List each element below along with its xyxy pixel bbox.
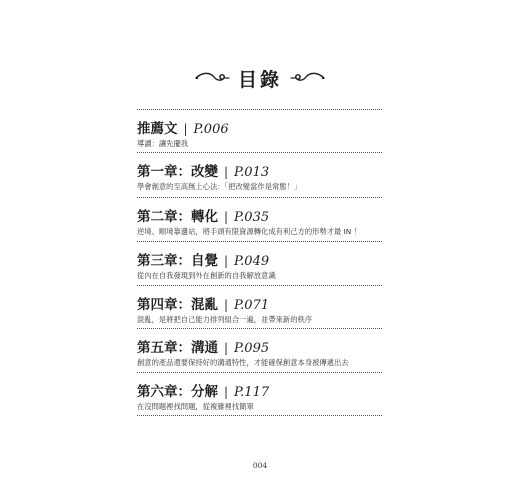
toc-entry[interactable] [137, 205, 387, 237]
chapter-title: 推薦文 [137, 121, 178, 137]
toc-title: 目錄 [237, 68, 282, 91]
toc-divider [137, 109, 382, 110]
page-reference: P.006 [193, 122, 229, 137]
toc-entry[interactable] [137, 249, 387, 281]
chapter-description: 創意的產品還要保持好的溝通特性，才能確保創意本身被傳遞出去 [137, 358, 349, 367]
page-reference: P.013 [234, 165, 270, 180]
toc-divider [137, 285, 382, 286]
chapter-description: 導讀：讓先擺我 [137, 139, 189, 148]
chapter-title: 第二章：轉化 [137, 209, 218, 225]
toc-entry[interactable] [137, 117, 387, 149]
chapter-title: 第三章：自覺 [137, 253, 218, 269]
page-reference: P.117 [234, 385, 270, 400]
toc-divider [137, 328, 382, 329]
toc-entry[interactable] [137, 293, 387, 325]
chapter-title: 第五章：溝通 [137, 340, 218, 356]
toc-title-block [0, 66, 520, 90]
chapter-description: 混亂，是將把自己能力排列組合一遍，並帶來新的秩序 [137, 315, 313, 324]
page-number: 004 [252, 461, 268, 470]
chapter-description: 逆境、順境靠邊站，將手頭有限資源轉化成有利己方的形勢才最 IN ！ [137, 227, 361, 236]
chapter-title: 第四章：混亂 [137, 297, 218, 313]
page-reference: P.049 [234, 254, 270, 269]
toc-divider [137, 241, 382, 242]
chapter-description: 從內在自我發現到外在創新的自我解放意識 [137, 271, 276, 280]
page-reference: P.095 [234, 341, 270, 356]
separator: | [224, 165, 229, 179]
toc-entry[interactable] [137, 160, 387, 192]
separator: | [224, 298, 229, 312]
toc-divider [137, 415, 382, 416]
chapter-description: 學會創意的至高無上心法：「把改變當作是常態！」 [137, 182, 302, 191]
chapter-description: 在沒問題裡找問題，從複雜裡找簡單 [137, 402, 254, 411]
page-reference: P.035 [234, 210, 270, 225]
chapter-title: 第六章：分解 [137, 384, 218, 400]
separator: | [224, 254, 229, 268]
toc-entry[interactable] [137, 336, 387, 368]
toc-entry[interactable] [137, 380, 387, 412]
toc-divider [137, 152, 382, 153]
separator: | [183, 122, 188, 136]
page-reference: P.071 [234, 298, 270, 313]
separator: | [224, 210, 229, 224]
chapter-title: 第一章：改變 [137, 164, 218, 180]
separator: | [224, 341, 229, 355]
toc-divider [137, 197, 382, 198]
flourish-right-icon [290, 71, 326, 85]
toc-divider [137, 372, 382, 373]
flourish-left-icon [194, 71, 230, 85]
separator: | [224, 385, 229, 399]
